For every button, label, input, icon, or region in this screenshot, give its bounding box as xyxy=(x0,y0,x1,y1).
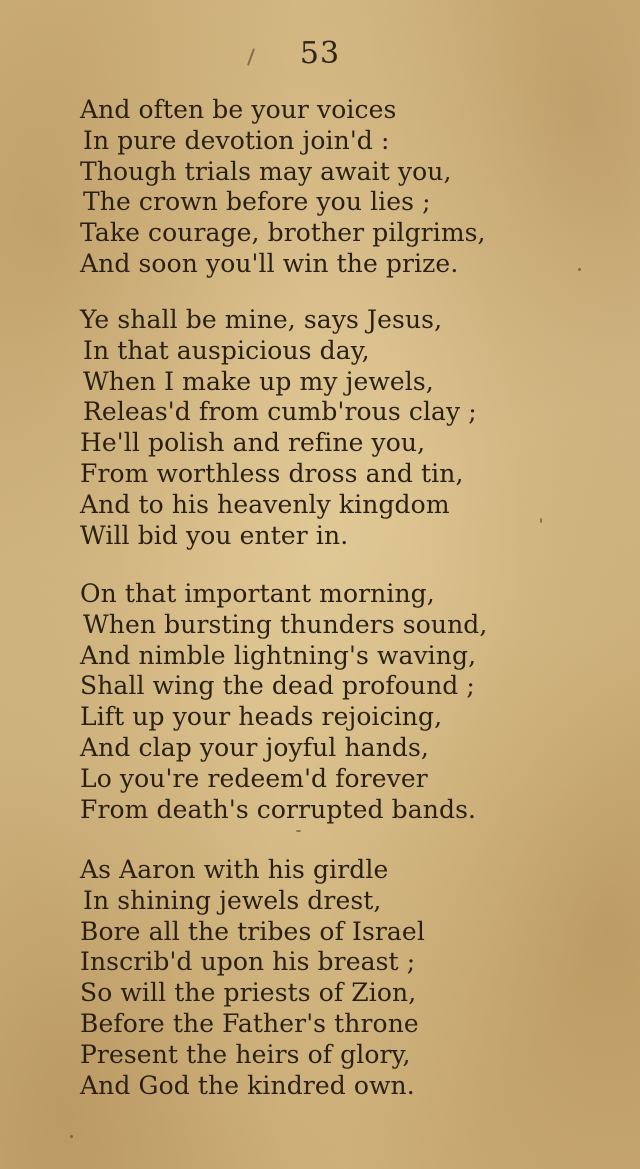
page-number: 53 xyxy=(299,36,341,71)
paper-fleck xyxy=(578,268,581,271)
verse-line: When I make up my jewels, xyxy=(83,366,434,396)
verse-line: When bursting thunders sound, xyxy=(83,609,488,639)
verse-line: And often be your voices xyxy=(80,95,397,124)
verse-line: He'll polish and refine you, xyxy=(80,428,426,458)
paper-fleck xyxy=(540,518,542,523)
verse-line: And clap your joyful hands, xyxy=(80,732,429,762)
verse-line: Lift up your heads rejoicing, xyxy=(80,702,443,732)
verse-line: In pure devotion join'd : xyxy=(83,125,390,155)
stanza-2 xyxy=(80,305,600,551)
verse-line: Take courage, brother pilgrims, xyxy=(80,218,486,248)
verse-line: Before the Father's throne xyxy=(80,1008,419,1038)
verse-line: Ye shall be mine, says Jesus, xyxy=(80,305,443,334)
paper-fleck xyxy=(70,1135,73,1138)
verse-line: Present the heirs of glory, xyxy=(80,1039,411,1069)
verse-line: In shining jewels drest, xyxy=(83,885,382,915)
verse-line: From worthless dross and tin, xyxy=(80,458,464,488)
verse-line: The crown before you lies ; xyxy=(83,187,431,217)
verse-line: And nimble lightning's waving, xyxy=(80,640,477,670)
verse-line: So will the priests of Zion, xyxy=(80,978,417,1008)
verse-line: And soon you'll win the prize. xyxy=(80,248,459,278)
paper-fleck xyxy=(296,830,301,832)
stanza-1 xyxy=(80,95,600,280)
verse-line: And God the kindred own. xyxy=(80,1070,415,1100)
verse-line: Bore all the tribes of Israel xyxy=(80,916,425,946)
verse-line: Though trials may await you, xyxy=(80,156,452,186)
verse-line: And to his heavenly kingdom xyxy=(80,489,450,519)
verse-line: Inscrib'd upon his breast ; xyxy=(80,947,416,977)
verse-line: From death's corrupted bands. xyxy=(80,794,477,824)
verse-line: As Aaron with his girdle xyxy=(80,855,389,884)
verse-line: Lo you're redeem'd forever xyxy=(80,763,428,793)
stanza-3 xyxy=(80,579,600,825)
verse-line: On that important morning, xyxy=(80,579,435,608)
verse-line: Releas'd from cumb'rous clay ; xyxy=(83,397,477,427)
verse-line: Shall wing the dead profound ; xyxy=(80,671,475,701)
verse-line: Will bid you enter in. xyxy=(80,520,349,550)
stanza-4 xyxy=(80,855,600,1101)
verse-line: In that auspicious day, xyxy=(83,335,370,365)
